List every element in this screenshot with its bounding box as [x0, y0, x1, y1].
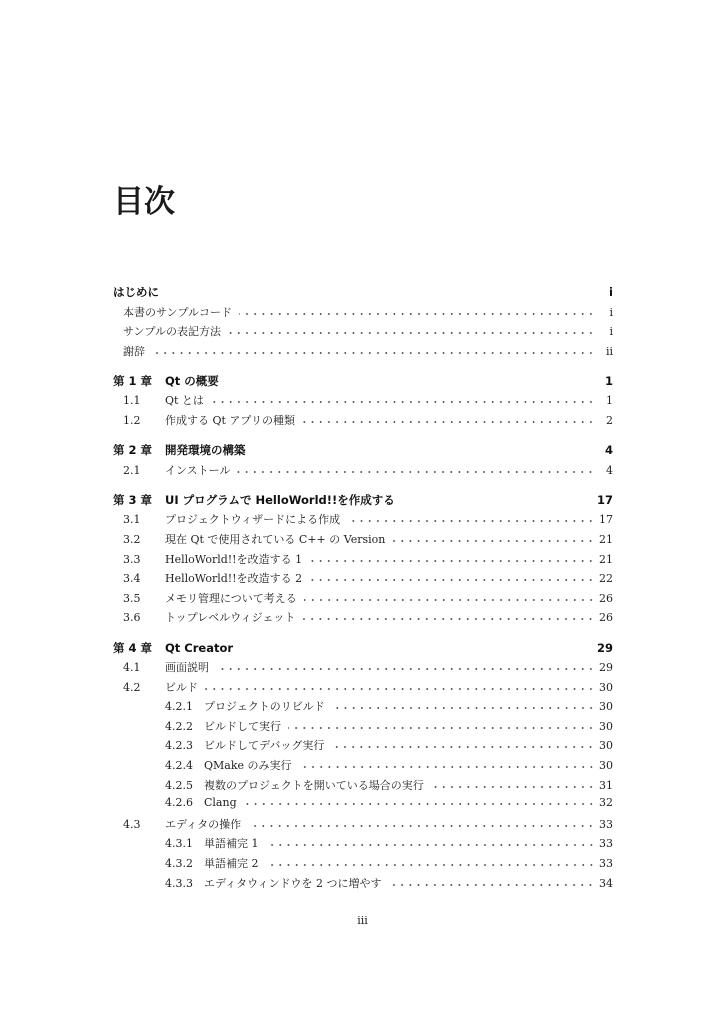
toc-entry-page: 4	[604, 443, 613, 458]
dot-leader	[331, 741, 595, 749]
dot-leader	[205, 683, 595, 691]
dot-leader	[266, 859, 596, 867]
toc-chapter-entry[interactable]	[113, 640, 613, 660]
dot-leader	[248, 820, 595, 828]
toc-entry-title: プロジェクトのリビルド	[204, 700, 325, 714]
toc-entry[interactable]	[113, 796, 613, 816]
toc-entry-page: i	[609, 305, 613, 319]
toc-entry[interactable]	[113, 718, 613, 738]
toc-entry-title: 開発環境の構築	[165, 443, 246, 458]
toc-entry-page: 30	[599, 680, 613, 694]
toc-entry-title: 作成する Qt アプリの種類	[165, 414, 295, 428]
toc-entry[interactable]	[113, 777, 613, 797]
toc-entry[interactable]	[113, 304, 613, 324]
dot-leader	[228, 327, 595, 335]
toc-entry-page: 1	[604, 373, 613, 388]
toc-entry-title: ビルドして実行	[204, 719, 281, 733]
toc-entry-title: エディタウィンドウを 2 つに増やす	[204, 876, 382, 890]
toc-entry-title: Qt の概要	[165, 373, 219, 388]
toc-entry-page: 31	[599, 778, 613, 792]
toc-entry-number: 第 3 章	[113, 492, 153, 507]
toc-entry[interactable]	[113, 570, 613, 590]
page-number: iii	[357, 914, 368, 927]
toc-entry-number: 3.5	[123, 591, 141, 605]
toc-entry[interactable]	[113, 462, 613, 482]
toc-entry-page: 29	[599, 661, 613, 675]
dot-leader	[309, 555, 595, 563]
toc-entry-number: 3.2	[123, 533, 141, 547]
toc-entry-page: 32	[599, 796, 613, 810]
toc-entry-number: 4.2.6	[165, 796, 193, 810]
toc-entry-title: Qt とは	[165, 394, 204, 408]
toc-entry-title: インストール	[165, 463, 231, 477]
dot-leader	[152, 347, 595, 355]
toc-entry-number: 1.2	[123, 414, 141, 428]
toc-entry-page: 4	[606, 463, 613, 477]
toc-entry[interactable]	[113, 737, 613, 757]
toc-entry-page: 33	[599, 837, 613, 851]
dot-leader	[244, 798, 595, 806]
toc-entry-number: 1.1	[123, 394, 141, 408]
toc-entry-title: HelloWorld!!を改造する 1	[165, 552, 303, 566]
toc-entry-title: プロジェクトウィザードによる作成	[165, 513, 341, 527]
toc-entry-number: 4.3.1	[165, 837, 193, 851]
toc-entry-title: 複数のプロジェクトを開いている場合の実行	[204, 778, 424, 792]
toc-entry[interactable]	[113, 679, 613, 699]
toc-entry-page: 26	[599, 611, 613, 625]
dot-leader	[431, 781, 595, 789]
toc-entry[interactable]	[113, 412, 613, 432]
toc-entry[interactable]	[113, 511, 613, 531]
dot-leader	[388, 879, 595, 887]
dot-leader	[288, 722, 595, 730]
toc-entry[interactable]	[113, 392, 613, 412]
toc-entry-page: 2	[606, 414, 613, 428]
toc-entry-page: 17	[599, 513, 613, 527]
toc-entry-page: 30	[599, 700, 613, 714]
toc-entry-number: 3.4	[123, 572, 141, 586]
toc-chapter-entry[interactable]	[113, 373, 613, 393]
toc-entry[interactable]	[113, 698, 613, 718]
toc-entry-title: ビルド	[165, 680, 198, 694]
dot-leader	[211, 396, 595, 404]
toc-entry[interactable]	[113, 757, 613, 777]
dot-leader	[347, 515, 595, 523]
toc-entry-number: 4.3.2	[165, 857, 193, 871]
toc-entry-title: 画面説明	[165, 661, 209, 675]
toc-entry-title: エディタの操作	[165, 817, 242, 831]
toc-entry-page: i	[609, 325, 613, 339]
toc-entry-page: 34	[599, 876, 613, 890]
dot-leader	[332, 702, 595, 710]
toc-entry-title: UI プログラムで HelloWorld!!を作成する	[165, 492, 395, 507]
toc-entry-number: 4.2.3	[165, 739, 193, 753]
toc-entry-number: 4.3	[123, 817, 141, 831]
toc-entry-number: 第 4 章	[113, 640, 153, 655]
toc-entry-title: はじめに	[113, 285, 159, 299]
toc-entry-number: 3.3	[123, 552, 141, 566]
toc-entry-number: 4.1	[123, 661, 141, 675]
toc-entry[interactable]	[113, 531, 613, 551]
toc-entry[interactable]	[113, 323, 613, 343]
toc-entry-number: 第 1 章	[113, 373, 153, 388]
toc-entry[interactable]	[113, 835, 613, 855]
toc-entry[interactable]	[113, 609, 613, 629]
toc-entry-title: Clang	[204, 796, 237, 810]
toc-entry-number: 4.3.3	[165, 876, 193, 890]
toc-entry-title: Qt Creator	[165, 640, 234, 655]
toc-entry-page: 33	[599, 857, 613, 871]
toc-entry-number: 4.2	[123, 680, 141, 694]
toc-entry-title: QMake のみ実行	[204, 759, 292, 773]
toc-entry-page: 21	[599, 533, 613, 547]
toc-entry-page: 30	[599, 759, 613, 773]
toc-entry-title: 単語補完 1	[204, 837, 259, 851]
toc-entry-title: トップレベルウィジェット	[165, 611, 296, 625]
toc-entry-number: 3.6	[123, 611, 141, 625]
toc-entry-page: 30	[599, 719, 613, 733]
toc-chapter-entry[interactable]	[113, 492, 613, 512]
dot-leader	[237, 466, 595, 474]
toc-entry-page: 21	[599, 552, 613, 566]
toc-entry[interactable]	[113, 551, 613, 571]
dot-leader	[266, 839, 596, 847]
toc-entry-page: 26	[599, 591, 613, 605]
toc-entry-page: 1	[606, 394, 613, 408]
toc-entry-page: 33	[599, 817, 613, 831]
toc-entry-number: 3.1	[123, 513, 141, 527]
toc-entry-page: 22	[599, 572, 613, 586]
toc-chapter-entry[interactable]	[113, 442, 613, 462]
page-title: 目次	[113, 184, 175, 220]
toc-chapter-entry[interactable]	[113, 284, 613, 304]
toc-entry-number: 4.2.4	[165, 759, 193, 773]
toc-entry-page: ii	[605, 344, 613, 358]
toc-entry[interactable]	[113, 875, 613, 895]
toc-entry-page: i	[609, 285, 613, 299]
dot-leader	[216, 663, 595, 671]
dot-leader	[299, 761, 595, 769]
dot-leader	[239, 308, 595, 316]
toc-entry-title: 単語補完 2	[204, 857, 259, 871]
dot-leader	[304, 594, 595, 602]
toc-entry-number: 4.2.1	[165, 700, 193, 714]
toc-entry-title: メモリ管理について考える	[165, 591, 297, 605]
toc-entry[interactable]	[113, 590, 613, 610]
toc-entry-title: 現在 Qt で使用されている C++ の Version	[165, 533, 386, 547]
toc-entry-number: 2.1	[123, 463, 141, 477]
toc-entry[interactable]	[113, 659, 613, 679]
toc-entry-title: ビルドしてデバッグ実行	[204, 739, 325, 753]
dot-leader	[302, 613, 595, 621]
toc-entry-title: サンプルの表記方法	[123, 325, 222, 339]
dot-leader	[309, 574, 595, 582]
toc-entry-title: HelloWorld!!を改造する 2	[165, 572, 303, 586]
toc-entry-page: 29	[596, 640, 613, 655]
toc-entry-number: 4.2.5	[165, 778, 193, 792]
toc-entry-title: 謝辞	[123, 344, 145, 358]
toc-entry[interactable]	[113, 343, 613, 363]
toc-entry-number: 4.2.2	[165, 719, 193, 733]
toc-entry-page: 17	[596, 492, 613, 507]
toc-entry-number: 第 2 章	[113, 443, 153, 458]
dot-leader	[392, 535, 595, 543]
dot-leader	[302, 416, 595, 424]
table-of-contents	[113, 284, 613, 894]
toc-entry[interactable]	[113, 816, 613, 836]
toc-entry-title: 本書のサンプルコード	[123, 305, 233, 319]
toc-entry[interactable]	[113, 855, 613, 875]
toc-entry-page: 30	[599, 739, 613, 753]
